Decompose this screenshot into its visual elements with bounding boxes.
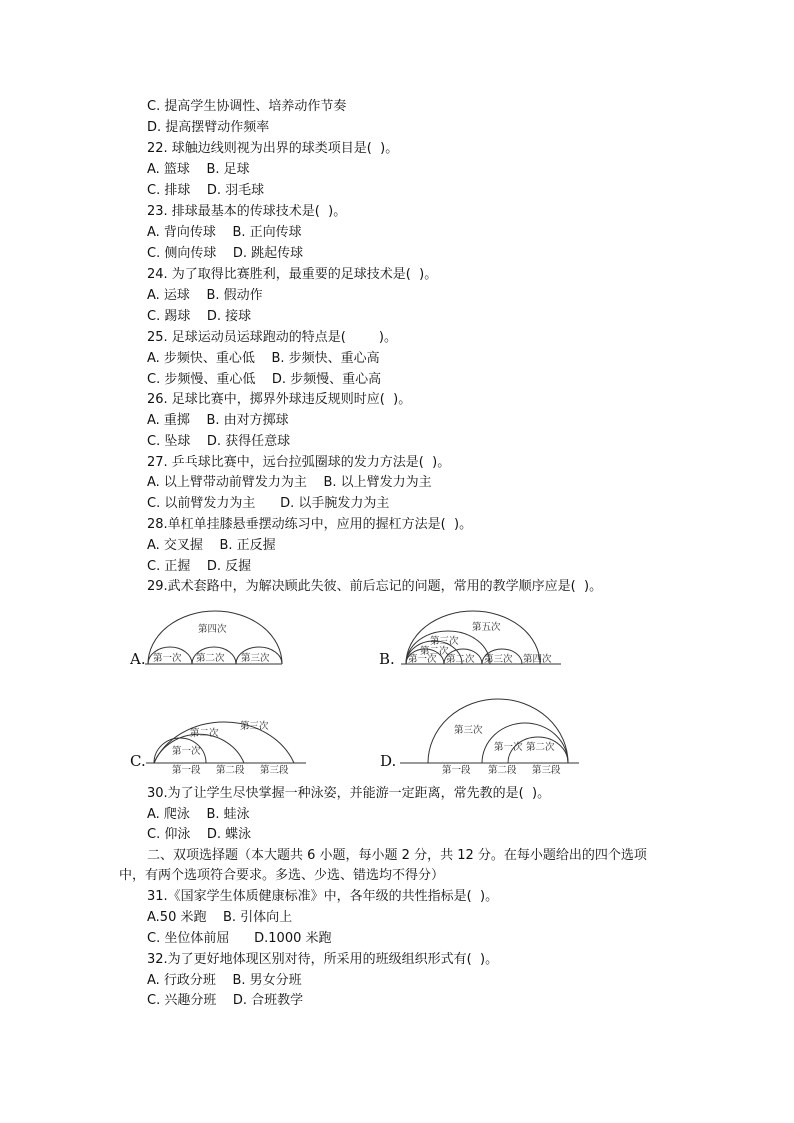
q26-options-ab: A. 重掷 B. 由对方掷球 (147, 413, 289, 428)
diagram-b-label: B. (379, 650, 395, 668)
q30-stem: 30.为了让学生尽快掌握一种泳姿，并能游一定距离，常先教的是( )。 (147, 786, 551, 801)
q27-options-ab: A. 以上臂带动前臂发力为主 B. 以上臂发力为主 (147, 475, 432, 490)
q24-options-cd: C. 踢球 D. 接球 (147, 309, 252, 324)
diagram-c-text-3: 第三次 (240, 721, 269, 732)
diagram-b-text-5: 第五次 (472, 622, 501, 633)
q31-options-ab: A.50 米跑 B. 引体向上 (147, 910, 293, 925)
q22-options-ab: A. 篮球 B. 足球 (147, 162, 250, 177)
q22-options-cd: C. 排球 D. 羽毛球 (147, 183, 265, 198)
diagram-d-arc-3 (428, 699, 568, 763)
q28-stem: 28.单杠单挂膝悬垂摆动练习中，应用的握杠方法是( )。 (147, 517, 473, 532)
q30-options-ab: A. 爬泳 B. 蛙泳 (147, 807, 250, 822)
q24-options-ab: A. 运球 B. 假动作 (147, 288, 263, 303)
diagram-a-text-1: 第一次 (153, 653, 182, 664)
diagram-b-text-1c: 第三次 (484, 654, 513, 665)
q29-stem: 29.武术套路中，为解决顾此失彼、前后忘记的问题，常用的教学顺序应是( )。 (147, 579, 603, 594)
q24-stem: 24. 为了取得比赛胜利，最重要的足球技术是( )。 (147, 267, 438, 282)
q25-options-cd: C. 步频慢、重心低 D. 步频慢、重心高 (147, 372, 382, 387)
diagram-c-text-2: 第二次 (190, 728, 219, 739)
q32-options-ab: A. 行政分班 B. 男女分班 (147, 973, 302, 988)
diagram-a (140, 604, 285, 670)
q21-option-d: D. 提高摆臂动作频率 (147, 120, 270, 135)
diagram-d-text-2: 第二次 (526, 742, 555, 753)
diagram-b-text-2: 第二次 (420, 646, 449, 657)
q21-option-c: C. 提高学生协调性、培养动作节奏 (147, 99, 347, 114)
q31-stem: 31.《国家学生体质健康标准》中，各年级的共性指标是( )。 (147, 889, 499, 904)
diagram-d-seg-2: 第二段 (488, 765, 517, 776)
q28-options-cd: C. 正握 D. 反握 (147, 559, 252, 574)
diagram-d-label: D. (380, 752, 397, 770)
q23-options-cd: C. 侧向传球 D. 跳起传球 (147, 246, 304, 261)
diagram-a-text-4: 第四次 (198, 624, 227, 635)
q26-options-cd: C. 坠球 D. 获得任意球 (147, 434, 291, 449)
q27-options-cd: C. 以前臂发力为主 D. 以手腕发力为主 (147, 496, 390, 511)
diagram-d-seg-3: 第三段 (532, 765, 561, 776)
diagram-c-seg-2: 第二段 (216, 765, 245, 776)
diagram-b-text-1d: 第四次 (523, 654, 552, 665)
diagram-b-text-1a: 第一次 (408, 654, 437, 665)
diagram-c-text-1: 第一次 (172, 746, 201, 757)
q23-options-ab: A. 背向传球 B. 正向传球 (147, 225, 302, 240)
diagram-b (396, 604, 566, 670)
q28-options-ab: A. 交叉握 B. 正反握 (147, 538, 276, 553)
diagram-b-text-3: 第三次 (430, 636, 459, 647)
q25-options-ab: A. 步频快、重心低 B. 步频快、重心高 (147, 351, 380, 366)
diagram-d-seg-1: 第一段 (442, 765, 471, 776)
q30-options-cd: C. 仰泳 D. 蝶泳 (147, 827, 252, 842)
q25-stem: 25. 足球运动员运球跑动的特点是( )。 (147, 330, 398, 345)
section-2-heading: 二、双项选择题（本大题共 6 小题，每小题 2 分，共 12 分。在每小题给出的四个选项 (147, 848, 647, 863)
diagram-c-seg-1: 第一段 (172, 765, 201, 776)
q32-options-cd: C. 兴趣分班 D. 合班教学 (147, 993, 304, 1008)
diagram-d-text-1: 第一次 (494, 742, 523, 753)
diagram-d (398, 692, 582, 777)
section-2-heading-cont: 中，有两个选项符合要求。多选、少选、错选均不得分） (119, 868, 445, 883)
q31-options-cd: C. 坐位体前屈 D.1000 米跑 (147, 931, 332, 946)
diagram-d-text-3: 第三次 (454, 725, 483, 736)
q22-stem: 22. 球触边线则视为出界的球类项目是( )。 (147, 141, 399, 156)
q26-stem: 26. 足球比赛中，掷界外球违反规则时应( )。 (147, 392, 412, 407)
q23-stem: 23. 排球最基本的传球技术是( )。 (147, 204, 347, 219)
diagram-a-text-3: 第三次 (241, 653, 270, 664)
diagram-b-text-1b: 第二次 (446, 654, 475, 665)
diagram-c (144, 692, 309, 777)
q32-stem: 32.为了更好地体现区别对待，所采用的班级组织形式有( )。 (147, 952, 499, 967)
diagram-a-label: A. (130, 650, 146, 668)
diagram-a-text-2: 第二次 (196, 653, 225, 664)
diagram-c-seg-3: 第三段 (260, 765, 289, 776)
q27-stem: 27. 乒乓球比赛中，远台拉弧圈球的发力方法是( )。 (147, 455, 451, 470)
diagram-c-label: C. (130, 752, 146, 770)
